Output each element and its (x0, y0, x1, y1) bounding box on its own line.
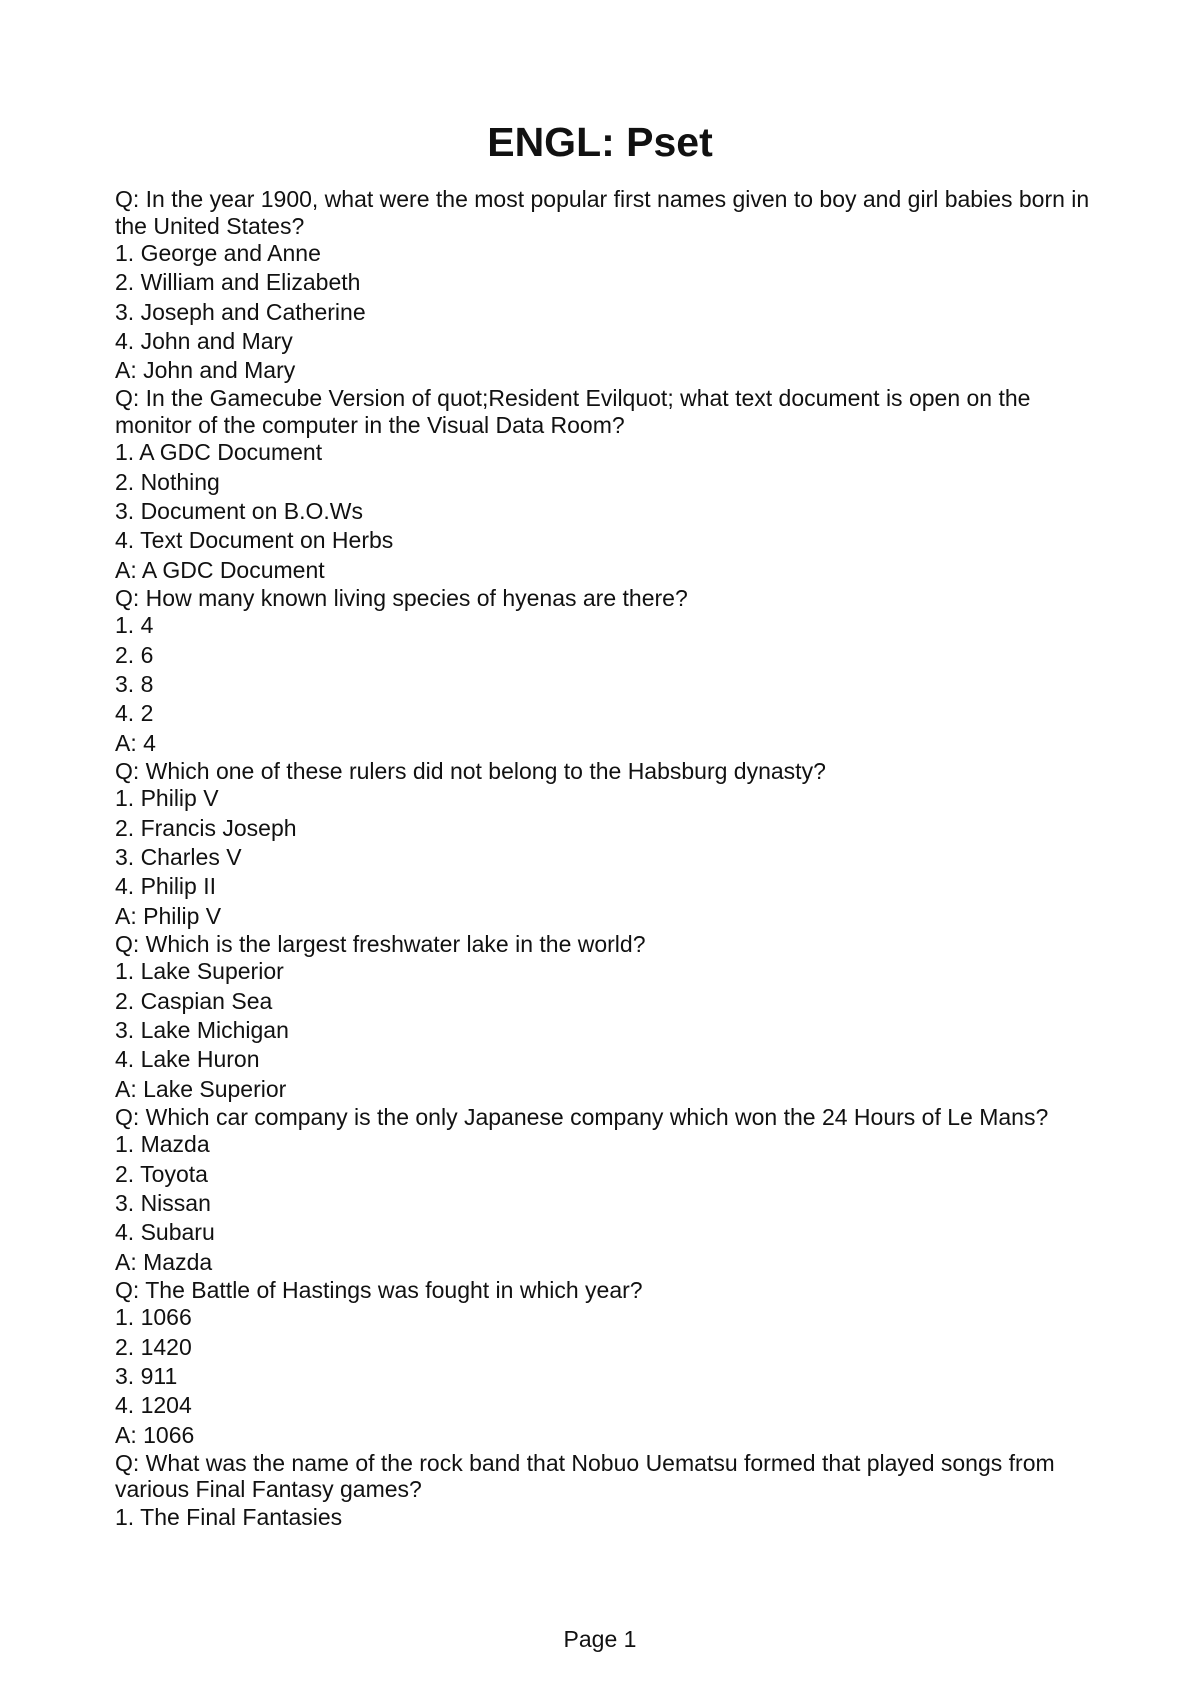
question-text: Q: Which is the largest freshwater lake in the world? (115, 930, 646, 957)
answer-option: 1. A GDC Document (115, 439, 323, 466)
answer-option: 1. The Final Fantasies (115, 1503, 343, 1530)
question-text: Q: The Battle of Hastings was fought in which year? (115, 1276, 643, 1303)
answer-option: 3. 911 (115, 1363, 178, 1389)
question-block (115, 385, 1095, 584)
page-number: Page 1 (563, 1626, 637, 1652)
answer-option: 3. 8 (115, 671, 154, 698)
correct-answer: A: 4 (115, 729, 156, 756)
answer-option: 4. John and Mary (115, 327, 293, 354)
answer-option: 4. Lake Huron (115, 1046, 260, 1073)
correct-answer: A: 1066 (115, 1421, 195, 1448)
question-text: Q: How many known living species of hyenas are there? (115, 584, 688, 611)
question-text: Q: In the Gamecube Version of quot;Resident Evilquot; what text document is open on the monitor of the computer in the Visual Data Room? (115, 385, 1031, 438)
answer-option: 1. Mazda (115, 1131, 210, 1158)
answer-option: 1. George and Anne (115, 240, 321, 266)
question-list (115, 186, 1095, 1532)
question-text: Q: Which one of these rulers did not belong to the Habsburg dynasty? (115, 757, 826, 784)
answer-option: 3. Nissan (115, 1190, 211, 1217)
correct-answer: A: A GDC Document (115, 556, 325, 583)
answer-option: 2. 1420 (115, 1333, 192, 1360)
answer-option: 3. Joseph and Catherine (115, 298, 366, 325)
answer-option: 1. Philip V (115, 785, 219, 812)
answer-option: 3. Charles V (115, 844, 242, 871)
answer-option: 1. 4 (115, 612, 154, 639)
correct-answer: A: Philip V (115, 902, 222, 929)
question-text: Q: Which car company is the only Japanese company which won the 24 Hours of Le Mans? (115, 1103, 1049, 1130)
question-text: Q: In the year 1900, what were the most popular first names given to boy and girl babies born in the United States? (115, 186, 1090, 239)
question-block (115, 585, 1095, 758)
answer-option: 3. Lake Michigan (115, 1017, 289, 1044)
answer-option: 4. Text Document on Herbs (115, 527, 394, 554)
answer-option: 1. Lake Superior (115, 958, 284, 985)
question-block (115, 1104, 1095, 1277)
answer-option: 1. 1066 (115, 1304, 192, 1331)
answer-option: 4. Philip II (115, 873, 216, 900)
answer-option: 2. Toyota (115, 1160, 208, 1187)
answer-option: 2. Nothing (115, 468, 220, 495)
answer-option: 2. William and Elizabeth (115, 269, 361, 296)
answer-option: 2. 6 (115, 641, 154, 668)
question-block (115, 1450, 1095, 1532)
answer-option: 4. 2 (115, 700, 154, 727)
question-block (115, 931, 1095, 1104)
answer-option: 3. Document on B.O.Ws (115, 498, 363, 525)
answer-option: 2. Caspian Sea (115, 987, 273, 1014)
question-block (115, 186, 1095, 385)
question-block (115, 758, 1095, 931)
correct-answer: A: John and Mary (115, 357, 296, 384)
answer-option: 4. Subaru (115, 1219, 215, 1246)
correct-answer: A: Lake Superior (115, 1075, 287, 1102)
answer-option: 2. Francis Joseph (115, 814, 297, 841)
question-block (115, 1277, 1095, 1450)
page-title: ENGL: Pset (487, 119, 713, 165)
correct-answer: A: Mazda (115, 1248, 213, 1275)
answer-option: 4. 1204 (115, 1392, 192, 1419)
question-text: Q: What was the name of the rock band that Nobuo Uematsu formed that played songs from various Final Fantasy games? (115, 1449, 1055, 1503)
